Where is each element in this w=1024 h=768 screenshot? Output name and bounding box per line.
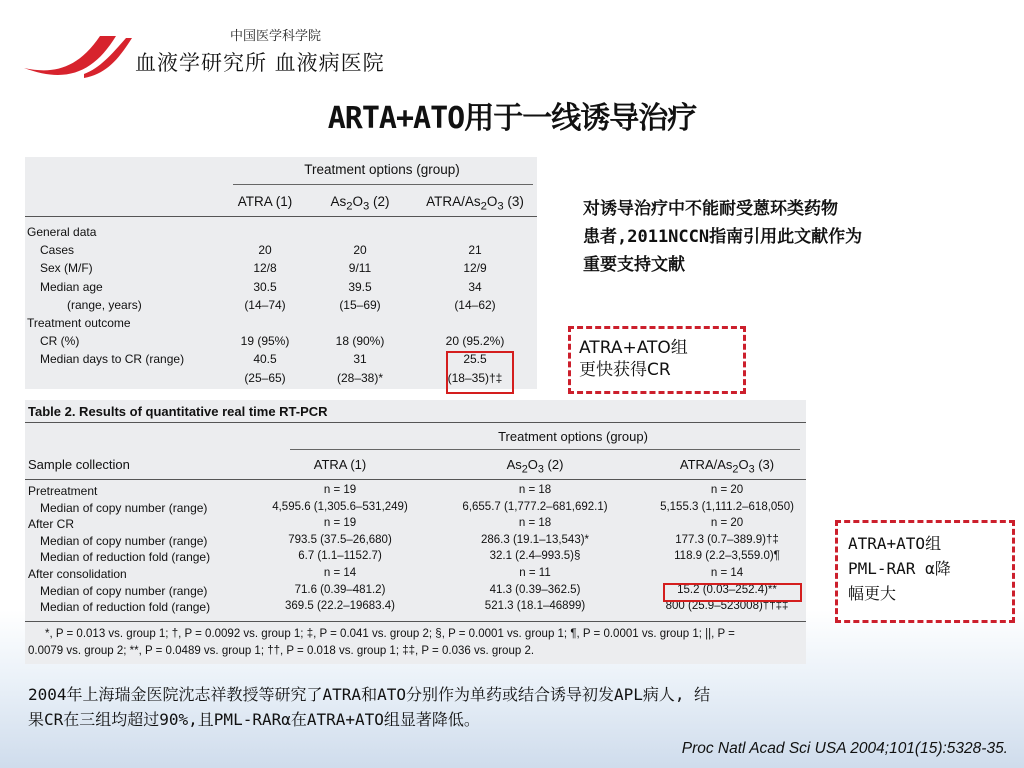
table2-cell: 15.2 (0.03–252.4)** <box>677 583 777 596</box>
table2-row-label: Median of copy number (range) <box>40 533 208 548</box>
callout2-line3: 幅更大 <box>848 584 897 603</box>
table2-cell: n = 11 <box>519 567 551 579</box>
table1-cell: 18 (90%) <box>335 334 385 349</box>
table1-cell: (18–35)†‡ <box>447 370 503 385</box>
table1-cell: 20 <box>353 243 367 258</box>
table1-divider <box>233 184 533 185</box>
callout-faster-cr <box>568 326 746 394</box>
table2-row-label: Median of copy number (range) <box>40 583 208 598</box>
table2-row-label: Median of copy number (range) <box>40 500 208 515</box>
callout1-line2: 更快获得CR <box>579 360 671 380</box>
table2-cell: 5,155.3 (1,111.2–618,050) <box>660 500 794 513</box>
table2-row-label: After consolidation <box>28 567 127 581</box>
table1-cell: 31 <box>353 352 367 367</box>
table1-col-ato: $As_2O_3$ (2) <box>330 194 390 213</box>
table1-row-label: (range, years) <box>67 297 142 312</box>
table2-group-header: Treatment options (group) <box>498 429 648 444</box>
table2-footnote-2: 0.0079 vs. group 2; **, P = 0.0489 vs. group 1; ††, P = 0.018 vs. group 1; ‡‡, P = 0.036 vs. group 2. <box>28 645 535 657</box>
slide-title: ARTA+ATO用于一线诱导治疗 <box>327 101 697 136</box>
callout-pml-rar-reduction <box>835 520 1015 623</box>
institution-name-line2: 血液学研究所 血液病医院 <box>135 51 385 75</box>
summary-line1: 2004年上海瑞金医院沈志祥教授等研究了ATRA和ATO分别作为单药或结合诱导初发APL病人, 结 <box>28 685 711 704</box>
summary-line2: 果CR在三组均超过90%,且PML-RARα在ATRA+ATO组显著降低。 <box>28 710 480 729</box>
table1-cell: (15–69) <box>339 297 381 312</box>
table2-row-label: Median of reduction fold (range) <box>40 550 211 565</box>
table1-cell: 21 <box>468 243 482 258</box>
table1-cell: 39.5 <box>348 279 372 294</box>
table2-cell: n = 20 <box>710 517 744 530</box>
table1-row-label: General data <box>27 225 97 239</box>
table2-cell: 6,655.7 (1,777.2–681,692.1) <box>462 500 608 513</box>
table2-cell: 793.5 (37.5–26,680) <box>288 533 392 546</box>
table2-divider <box>290 449 800 450</box>
table1-cell: 20 (95.2%) <box>445 334 505 349</box>
table1-cell: (14–74) <box>244 297 286 312</box>
table2-cell: 177.3 (0.7–389.9)†‡ <box>675 533 779 546</box>
table2-header-rule <box>25 479 806 480</box>
table1-cell: (14–62) <box>454 297 496 312</box>
table2-cell: n = 20 <box>710 484 744 496</box>
table2-cell: 521.3 (18.1–46899) <box>484 600 586 613</box>
callout2-line2: PML-RAR α降 <box>848 559 951 578</box>
table1-row-label: Treatment outcome <box>27 316 131 330</box>
table1-row-label: CR (%) <box>40 334 80 349</box>
table2-cell: 800 (25.9–523008)††‡‡ <box>665 600 789 613</box>
table2-cell: 286.3 (19.1–13,543)* <box>480 533 590 546</box>
key-point-line2: 患者,2011NCCN指南引用此文献作为 <box>583 227 863 247</box>
table1-cell: 30.5 <box>253 279 277 294</box>
highlight-days-to-cr <box>446 351 514 394</box>
table1-cell: 19 (95%) <box>240 334 290 349</box>
table2-cell: 4,595.6 (1,305.6–531,249) <box>272 500 408 513</box>
table2-row-label: Pretreatment <box>28 484 98 498</box>
table2-cell: n = 14 <box>710 567 744 579</box>
table2-row-header: Sample collection <box>28 457 130 472</box>
table2-cell: 6.7 (1.1–1152.7) <box>298 550 382 563</box>
table2-cell: 118.9 (2.2–3,559.0)¶ <box>674 550 780 563</box>
table1-cell: 20 <box>258 243 272 258</box>
summary-caption <box>28 682 1008 732</box>
table2-cell: 369.5 (22.2–19683.4) <box>285 600 395 613</box>
table2-caption: Table 2. Results of quantitative real time RT-PCR <box>28 404 328 419</box>
table1-row-label: Cases <box>40 243 75 258</box>
table1-cell: 12/9 <box>463 261 487 276</box>
table1-cell: (28–38)* <box>336 370 384 385</box>
table2-cell: n = 18 <box>518 484 552 496</box>
table2-cell: n = 18 <box>518 517 552 530</box>
callout1-line1: ATRA+ATO组 <box>579 338 688 358</box>
table2-cell: n = 19 <box>323 484 357 496</box>
table1-row-label: Median days to CR (range) <box>40 352 185 367</box>
table1-cell: 34 <box>468 279 482 294</box>
highlight-copy-number <box>663 583 802 602</box>
key-point-note <box>583 195 1003 279</box>
table2-row-label: After CR <box>28 517 75 532</box>
table1-row-label: Sex (M/F) <box>40 261 93 276</box>
table1-row-label: Median age <box>40 279 103 294</box>
table1-cell: (25–65) <box>244 370 286 385</box>
callout2-line1: ATRA+ATO组 <box>848 534 942 553</box>
table1-col-combo: ATRA/$As_2O_3$ (3) <box>426 194 524 213</box>
key-point-line3: 重要支持文献 <box>583 255 685 275</box>
table2-row-label: Median of reduction fold (range) <box>40 600 211 615</box>
table2-col-ato: $As_2O_3$ (2) <box>506 457 564 476</box>
table2-cell: n = 19 <box>323 517 357 530</box>
table2-footnote-1: *, P = 0.013 vs. group 1; †, P = 0.0092 vs. group 1; ‡, P = 0.041 vs. group 2; §, P = 0.0001 vs. group 1; ¶, P = 0.0001 vs. group 1; ||, P = <box>45 628 735 640</box>
table1-cell: 12/8 <box>253 261 277 276</box>
table2-top-rule <box>25 422 806 423</box>
key-point-line1: 对诱导治疗中不能耐受蒽环类药物 <box>583 199 838 219</box>
table2-bottom-rule <box>25 621 806 622</box>
table1-cell: 25.5 <box>463 352 487 367</box>
table2-col-combo: ATRA/$As_2O_3$ (3) <box>679 457 775 476</box>
table1-cell: 9/11 <box>348 261 372 276</box>
citation: Proc Natl Acad Sci USA 2004;101(15):5328-35. <box>681 740 1008 757</box>
table1-header-rule <box>25 216 537 217</box>
table2-cell: 32.1 (2.4–993.5)§ <box>489 550 581 563</box>
table1-group-header: Treatment options (group) <box>304 162 460 177</box>
table1-cell: 40.5 <box>253 352 277 367</box>
table2-cell: 71.6 (0.39–481.2) <box>294 583 386 596</box>
rt-pcr-table <box>25 400 806 664</box>
institution-name-line1: 中国医学科学院 <box>230 29 322 44</box>
table1-col-atra: ATRA (1) <box>237 194 293 209</box>
table2-col-atra: ATRA (1) <box>313 457 367 472</box>
table2-cell: 41.3 (0.39–362.5) <box>489 583 581 596</box>
institution-logo <box>22 30 132 82</box>
table2-cell: n = 14 <box>323 567 357 579</box>
